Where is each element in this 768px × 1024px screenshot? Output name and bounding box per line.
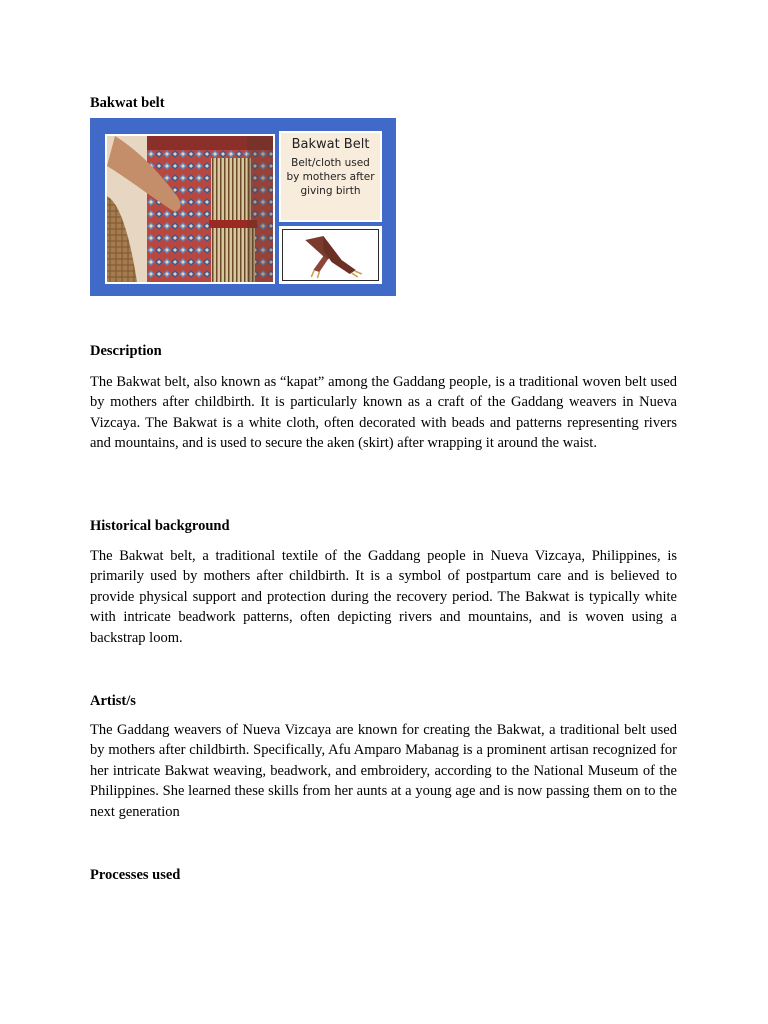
section-heading-historical-background: Historical background [90, 518, 230, 534]
bakwat-belt-photo [105, 134, 275, 284]
belt-thumbnail [279, 226, 382, 284]
section-body-description: The Bakwat belt, also known as “kapat” among the Gaddang people, is a traditional woven belt used by mothers after childbirth. It is particularly known as a craft of the Gaddang weavers in Nueva Vizcaya. The Bakwat is a white cloth, often decorated with beads and patterns representing rivers and mountains, and is used to secure the aken (skirt) after wrapping it around the waist. [90, 374, 677, 452]
section-heading-artists: Artist/s [90, 693, 136, 709]
bakwat-belt-figure [90, 118, 396, 296]
caption-panel [279, 131, 382, 222]
caption-title: Bakwat Belt [291, 137, 370, 152]
section-body-historical-background: The Bakwat belt, a traditional textile of the Gaddang people in Nueva Vizcaya, Philippines, is primarily used by mothers after childbirth. It is a symbol of postpartum care and is believed to provide physical support and protection during the recovery period. The Bakwat is typically white with intricate beadwork patterns, often depicting rivers and mountains, and is woven using a backstrap loom. [90, 548, 677, 646]
section-heading-description: Description [90, 343, 162, 359]
caption-text: Belt/cloth used by mothers after giving birth [286, 157, 375, 197]
section-body-artists: The Gaddang weavers of Nueva Vizcaya are known for creating the Bakwat, a traditional belt used by mothers after childbirth. Specifically, Afu Amparo Mabanag is a prominent artisan recognized for her intricate Bakwat weaving, beadwork, and embroidery, according to the National Museum of the Philippines. She learned these skills from her aunts at a young age and is now passing them on to the next generation [90, 722, 677, 820]
section-heading-processes-used: Processes used [90, 867, 181, 883]
document-title: Bakwat belt [90, 95, 165, 111]
